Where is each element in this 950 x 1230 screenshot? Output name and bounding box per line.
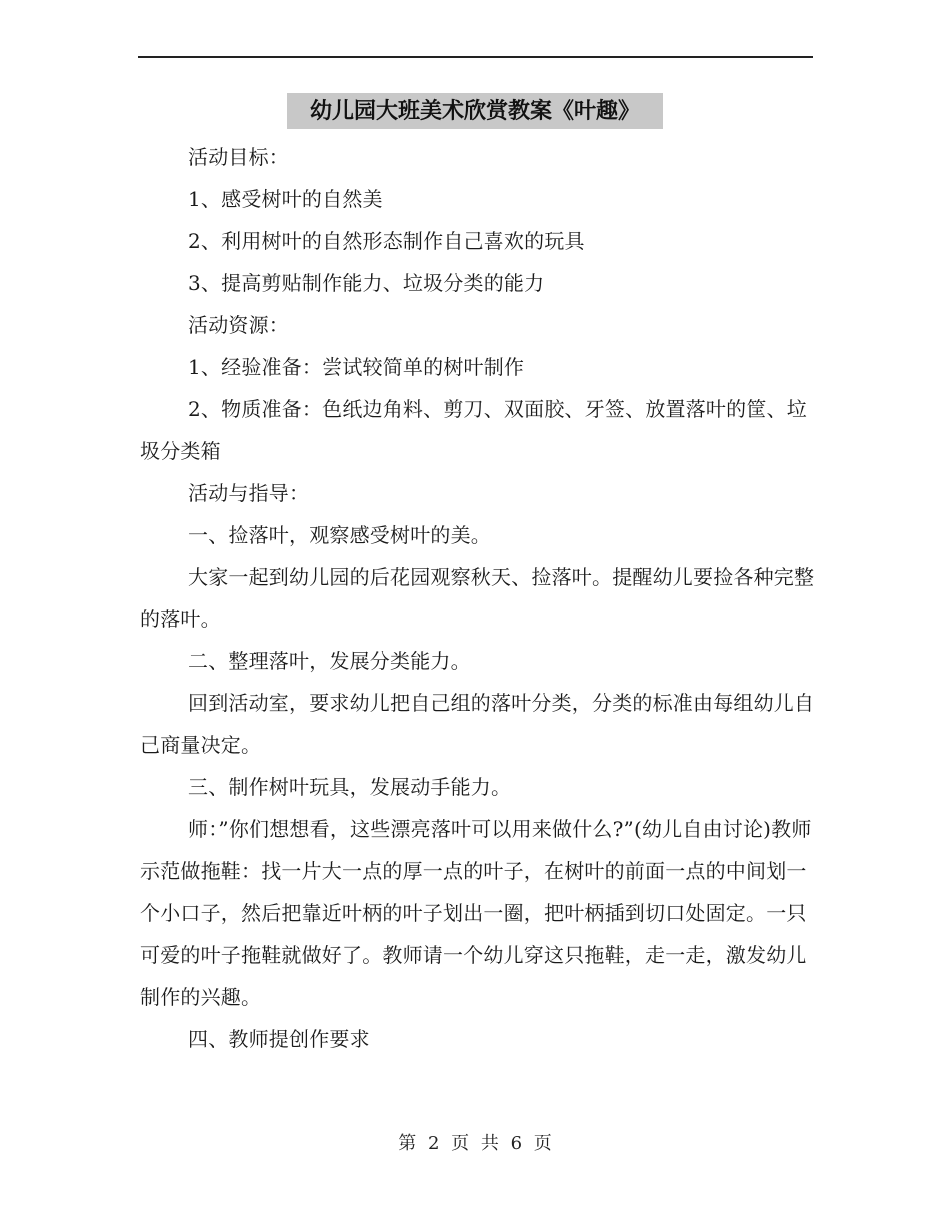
header-rule <box>138 56 813 58</box>
paragraph: 2、物质准备：色纸边角料、剪刀、双面胶、牙签、放置落叶的筐、垃圾分类箱 <box>140 397 807 463</box>
paragraph: 活动与指导： <box>188 481 310 505</box>
paragraph: 四、教师提创作要求 <box>188 1027 370 1051</box>
paragraph: 1、感受树叶的自然美 <box>188 187 383 211</box>
paragraph: 三、制作树叶玩具，发展动手能力。 <box>188 775 512 799</box>
paragraph: 回到活动室，要求幼儿把自己组的落叶分类，分类的标准由每组幼儿自己商量决定。 <box>140 691 815 757</box>
paragraph: 3、提高剪贴制作能力、垃圾分类的能力 <box>188 271 545 295</box>
paragraph: 活动资源： <box>188 313 289 337</box>
paragraph: 1、经验准备：尝试较简单的树叶制作 <box>188 355 525 379</box>
paragraph: 一、捡落叶，观察感受树叶的美。 <box>188 523 491 547</box>
document-title: 幼儿园大班美术欣赏教案《叶趣》 <box>287 93 663 129</box>
paragraph: 大家一起到幼儿园的后花园观察秋天、捡落叶。提醒幼儿要捡各种完整的落叶。 <box>140 565 815 631</box>
paragraph: 2、利用树叶的自然形态制作自己喜欢的玩具 <box>188 229 585 253</box>
paragraph: 师：”你们想想看，这些漂亮落叶可以用来做什么?”(幼儿自由讨论)教师示范做拖鞋：找一片大一点的厚一点的叶子，在树叶的前面一点的中间划一个小口子，然后把靠近叶柄的叶子划出一圈，把叶柄插到切口处固定。一只可爱的叶子拖鞋就做好了。教师请一个幼儿穿这只拖鞋，走一走，激发幼儿制作的兴趣。 <box>140 817 812 1009</box>
paragraph: 二、整理落叶，发展分类能力。 <box>188 649 471 673</box>
document-body <box>140 136 820 1060</box>
page-number-footer: 第 2 页 共 6 页 <box>398 1133 552 1154</box>
paragraph: 活动目标： <box>188 145 289 169</box>
